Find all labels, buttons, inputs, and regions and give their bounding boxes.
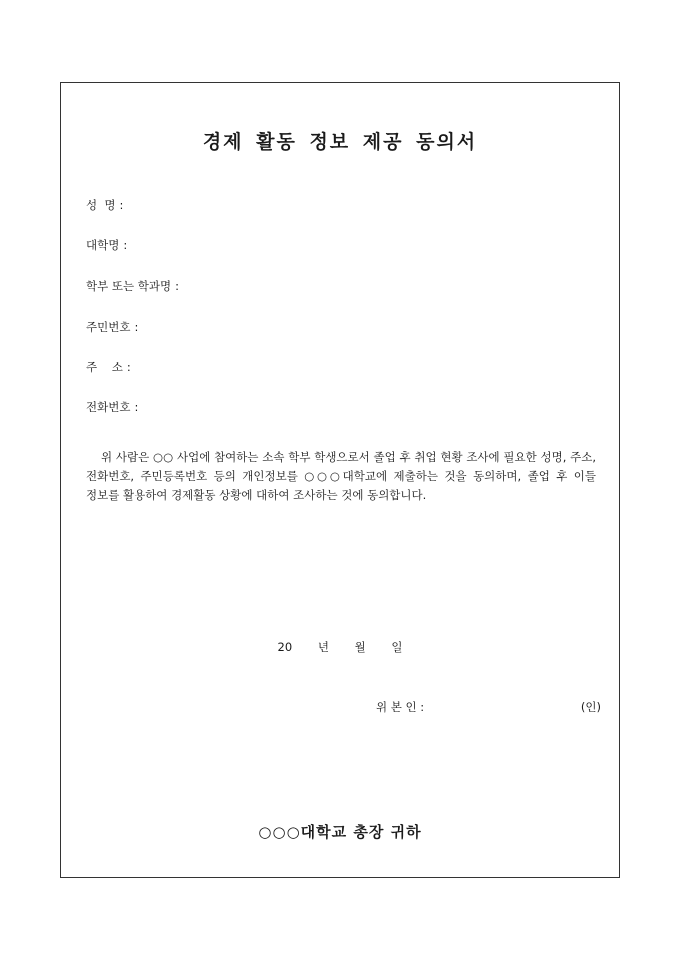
- date-year-prefix: 20: [277, 640, 293, 654]
- field-colon: :: [134, 400, 139, 414]
- addressee: ○○○대학교 총장 귀하: [258, 823, 422, 841]
- date-year-unit: 년: [317, 640, 329, 654]
- field-phone: [86, 399, 138, 415]
- field-label: 주민번호: [86, 320, 131, 334]
- field-label: 전화번호: [86, 400, 131, 414]
- document-title: 경제 활동 정보 제공 동의서: [202, 131, 478, 153]
- seal-mark: (인): [580, 700, 601, 714]
- field-colon: :: [123, 238, 128, 252]
- signature-label: 위 본 인 :: [376, 700, 425, 714]
- field-colon: :: [175, 279, 179, 293]
- field-department: [86, 278, 179, 294]
- field-colon: :: [126, 360, 131, 374]
- field-label: 대학명: [86, 238, 120, 252]
- field-label: 주 소: [86, 360, 123, 374]
- date-month-unit: 월: [354, 640, 366, 654]
- date-day-unit: 일: [391, 640, 403, 654]
- field-resident-number: [86, 319, 138, 335]
- field-colon: :: [134, 320, 139, 334]
- date-line: [61, 639, 619, 655]
- field-label: 성 명: [86, 198, 116, 212]
- field-name: [86, 197, 123, 213]
- field-address: [86, 359, 131, 375]
- consent-paragraph: 위 사람은 ○○ 사업에 참여하는 소속 학부 학생으로서 졸업 후 취업 현황 조사에 필요한 성명, 주소, 전화번호, 주민등록번호 등의 개인정보를 ○○○대학교에 제출하는 것을 동의하며, 졸업 후 이들 정보를 활용하여 경제활동 상황에 대하여 조사하는 것에 동의합니다.: [86, 450, 596, 502]
- field-university: [86, 237, 127, 253]
- document-frame: [60, 82, 620, 878]
- field-label: 학부 또는 학과명: [86, 279, 172, 293]
- field-colon: :: [119, 198, 124, 212]
